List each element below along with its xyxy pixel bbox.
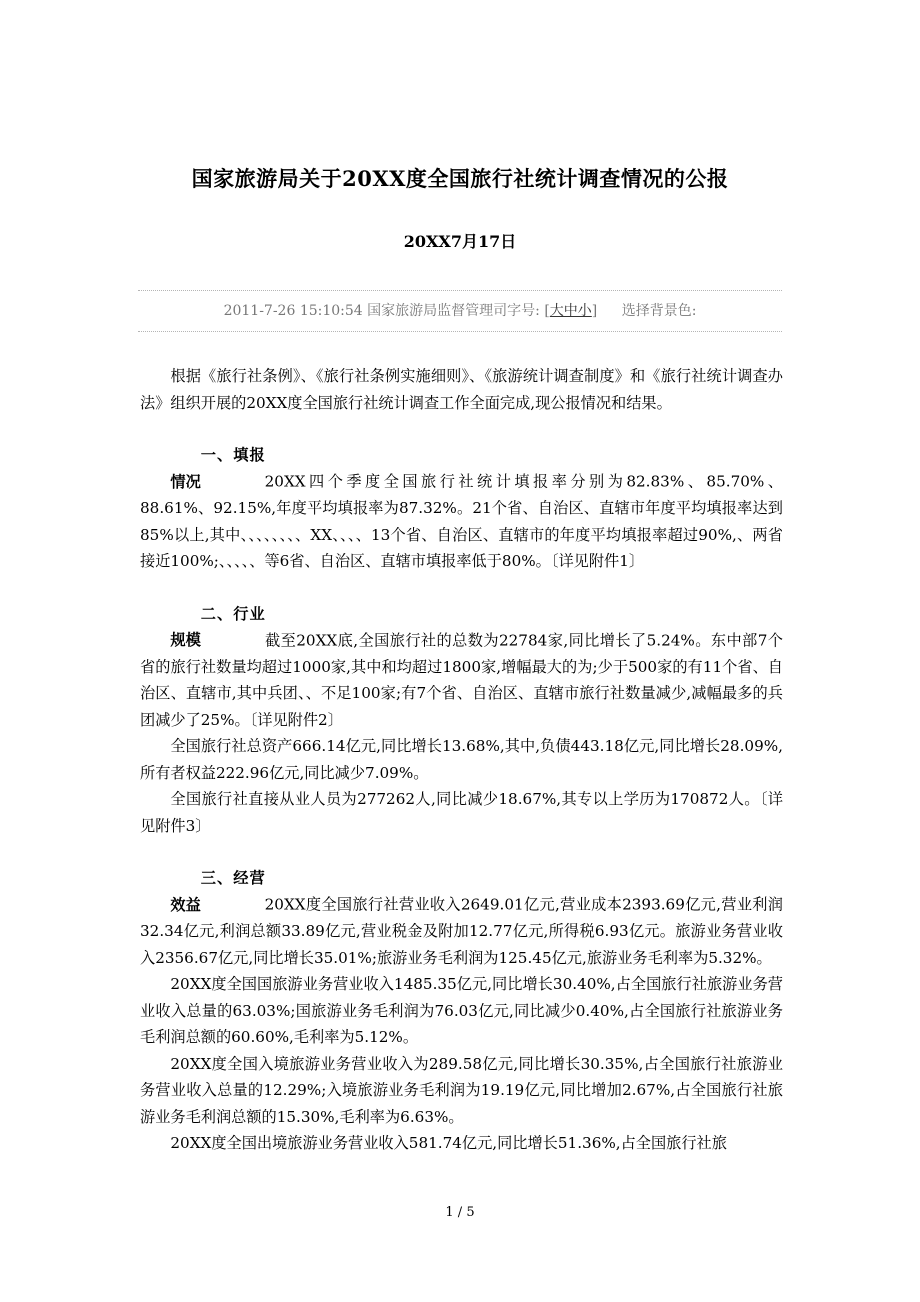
section-2-assets-paragraph: 全国旅行社总资产666.14亿元,同比增长13.68%,其中,负债443.18亿元,同比增长28.09%,所有者权益222.96亿元,同比减少7.09%。 xyxy=(140,737,783,782)
document-title: 国家旅游局关于20XX度全国旅行社统计调查情况的公报 xyxy=(191,166,729,191)
section-2-heading: 二、行业规模 xyxy=(170,604,265,649)
section-2-text: 截至20XX底,全国旅行社的总数为22784家,同比增长了5.24%。东中部7个省的旅行社数量均超过1000家,其中和均超过1800家,增幅最大的为;少于500家的有11个省、自治区、直辖市,其中兵团、、不足100家;有7个省、自治区、直辖市旅行社数量减少,减幅最多的兵团减少了25%。〔详见附件2〕 xyxy=(140,631,783,729)
background-color-label[interactable]: 选择背景色: xyxy=(621,303,697,319)
intro-paragraph: 根据《旅行社条例》、《旅行社条例实施细则》、《旅游统计调查制度》和《旅行社统计调查办法》组织开展的20XX度全国旅行社统计调查工作全面完成,现公报情况和结果。 xyxy=(140,367,783,412)
publish-timestamp: 2011-7-26 15:10:54 xyxy=(223,303,363,319)
article-info-bar xyxy=(138,290,782,332)
section-2-staff-paragraph: 全国旅行社直接从业人员为277262人,同比减少18.67%,其专以上学历为170872人。〔详见附件3〕 xyxy=(140,790,783,835)
section-3-heading: 三、经营效益 xyxy=(170,869,265,914)
document-body xyxy=(140,363,783,1157)
section-1-heading: 一、填报情况 xyxy=(170,446,265,491)
font-size-bracket-close: ] xyxy=(591,303,598,319)
section-1-text: 20XX四个季度全国旅行社统计填报率分别为82.83%、85.70%、88.61%、92.15%,年度平均填报率为87.32%。21个省、自治区、直辖市年度平均填报率达到85%以上,其中、、、、、、、、XX、、、、13个省、自治区、直辖市的年度平均填报率超过90%,、两省接近100%;、、、、、等6省、自治区、直辖市填报率低于80%。〔详见附件1〕 xyxy=(140,472,783,570)
section-3-inbound-paragraph: 20XX度全国入境旅游业务营业收入为289.58亿元,同比增长30.35%,占全国旅行社旅游业务营业收入总量的12.29%;入境旅游业务毛利润为19.19亿元,同比增加2.67%,占全国旅行社旅游业务毛利润总额的15.30%,毛利率为6.63%。 xyxy=(140,1054,783,1126)
section-3-outbound-paragraph: 20XX度全国出境旅游业务营业收入581.74亿元,同比增长51.36%,占全国旅行社旅 xyxy=(170,1134,727,1152)
document-date: 20XX7月17日 xyxy=(403,232,517,251)
publish-source: 国家旅游局监督管理司 xyxy=(367,303,508,319)
font-size-bracket-open: [ xyxy=(544,303,550,319)
section-2-paragraph xyxy=(140,601,783,734)
page-number: 1 / 5 xyxy=(445,1205,475,1220)
font-size-label: 字号: xyxy=(507,303,540,319)
font-size-switch[interactable]: 大中小 xyxy=(549,303,592,319)
section-1-paragraph xyxy=(140,442,783,575)
section-3-domestic-paragraph: 20XX度全国国旅游业务营业收入1485.35亿元,同比增长30.40%,占全国旅行社旅游业务营业收入总量的63.03%;国旅游业务毛利润为76.03亿元,同比减少0.40%,占全国旅行社旅游业务毛利润总额的60.60%,毛利率为5.12%。 xyxy=(140,975,783,1046)
section-3-paragraph xyxy=(140,865,783,971)
section-3-text: 20XX度全国旅行社营业收入2649.01亿元,营业成本2393.69亿元,营业利润32.34亿元,利润总额33.89亿元,营业税金及附加12.77亿元,所得税6.93亿元。旅游业务营业收入2356.67亿元,同比增长35.01%;旅游业务毛利润为125.45亿元,旅游业务毛利率为5.32%。 xyxy=(140,895,783,967)
